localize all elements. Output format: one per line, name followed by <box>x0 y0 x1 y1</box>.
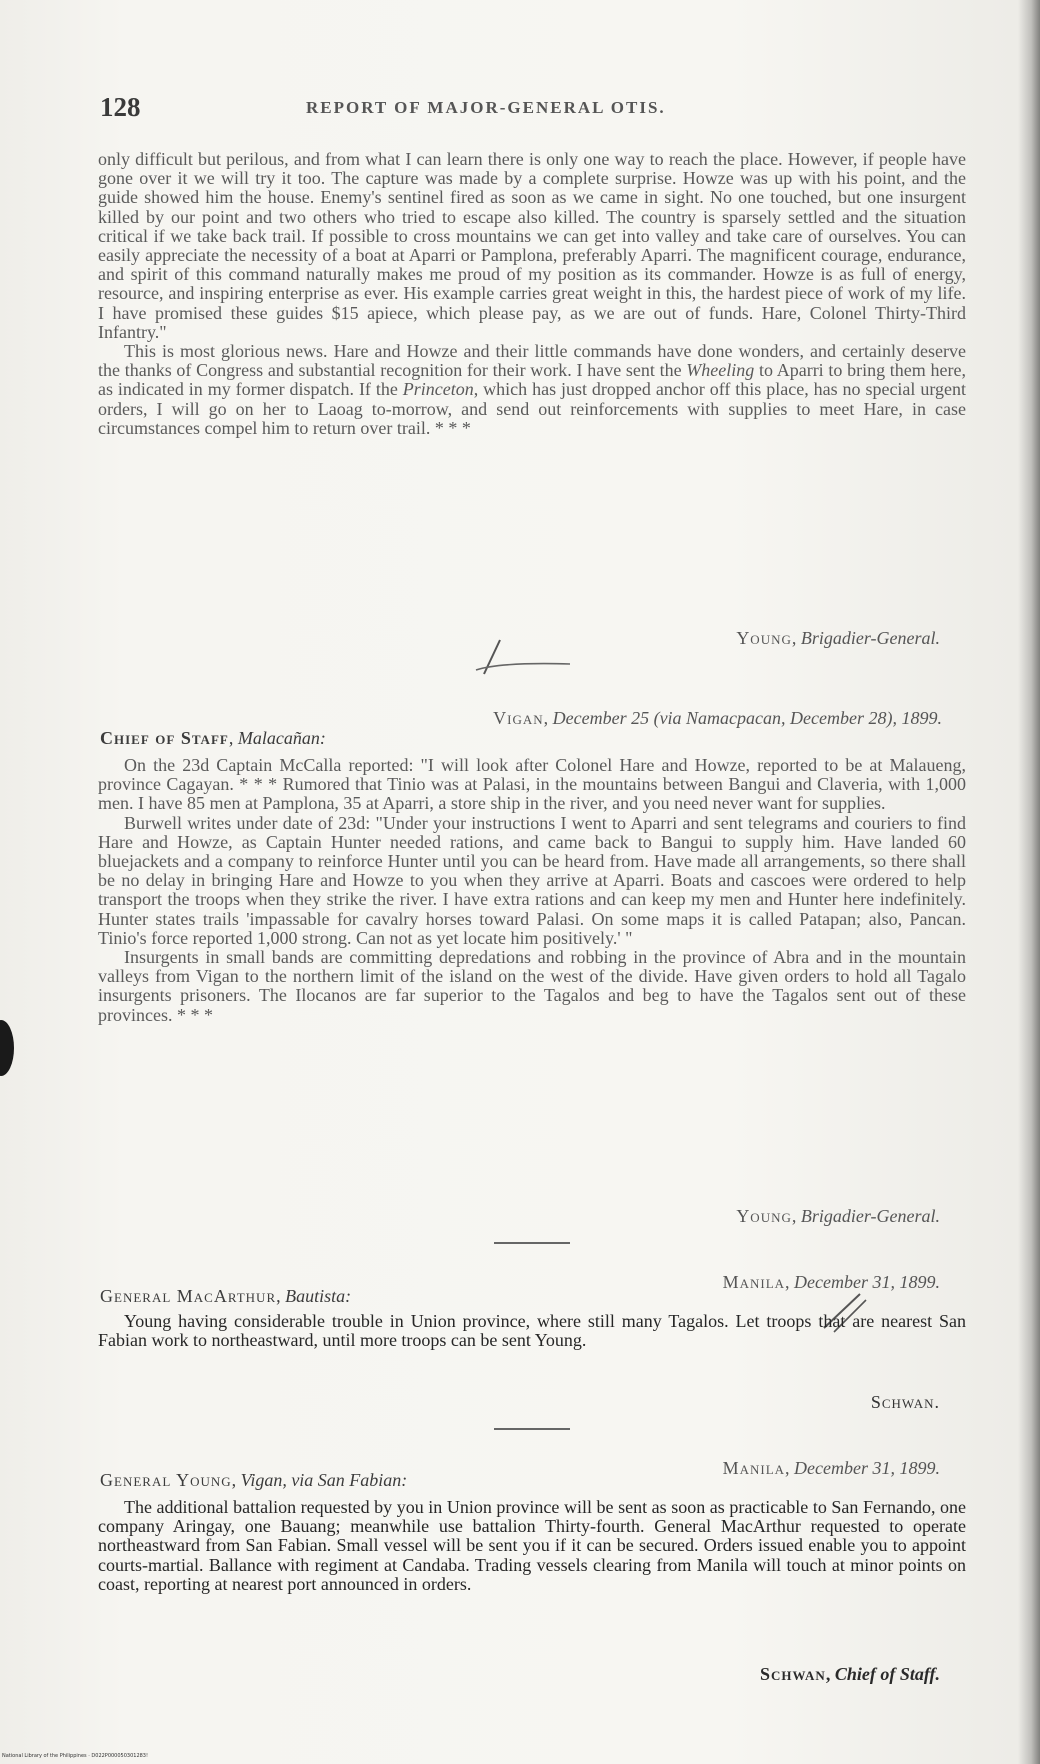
block4-body <box>98 1498 966 1594</box>
running-title: REPORT OF MAJOR-GENERAL OTIS. <box>306 98 666 117</box>
dateline-date: December 31, 1899. <box>794 1272 940 1292</box>
block1-signature: Young, Brigadier-General. <box>736 628 940 648</box>
block2-addressee: Chief of Staff, Malacañan: <box>100 728 326 748</box>
block3-signature <box>760 1392 940 1413</box>
block1-paragraph2-part-b: to Aparri to bring them here, as indicated in my former dispatch. If the <box>98 360 966 400</box>
pencil-mark-icon <box>470 634 580 680</box>
block4-signature: Schwan, Chief of Staff. <box>759 1664 940 1684</box>
page-header <box>100 92 960 128</box>
page-number: 128 <box>100 92 141 122</box>
addressee-name: General MacArthur <box>100 1286 277 1306</box>
dateline-place: Manila <box>722 1458 786 1478</box>
dateline-place: Vigan <box>493 708 544 728</box>
block3-addressee: General MacArthur, Bautista: <box>100 1286 352 1306</box>
section-divider <box>494 1428 570 1430</box>
ship-name-princeton: Princeton <box>402 379 474 400</box>
page-edge-shadow <box>1018 0 1040 1764</box>
binding-hole <box>0 1020 14 1076</box>
block2-paragraph2: Burwell writes under date of 23d: "Under your instructions I went to Aparri and sent telegrams and couriers to find Hare and Howze, as Captain Hunter needed rations, and came back to Bangui to supply him. Have landed 60 bluejackets and a company to reinforce Hunter until you can be heard from. Have made all arrangements, so there shall be no delay in bringing Hare and Howze to you when they arrive at Aparri. Boats and cascoes were ordered to help transport the troops when they strike the river. I have extra rations and can keep my men and Hunter here indefinitely. Hunter states trails 'impassable for cavalry horses toward Palasi. On some maps it is called Patapan; also, Pancan. Tinio's force reported 1,000 strong. Can not as yet locate him positively.' " <box>98 812 966 948</box>
section-divider <box>494 1242 570 1244</box>
signature-title: Chief of Staff. <box>834 1664 940 1684</box>
block4-addressee: General Young, Vigan, via San Fabian: <box>100 1470 408 1490</box>
block2-signature: Young, Brigadier-General. <box>736 1206 940 1226</box>
block3-paragraph1: Young having considerable trouble in Union province, where still many Tagalos. Let troops that are nearest San Fabian work to northeastward, until more troops can be sent Young. <box>98 1311 966 1351</box>
signature-name: Young <box>736 628 792 648</box>
addressee-name: Chief of Staff <box>100 728 229 748</box>
block2-paragraph3: Insurgents in small bands are committing depredations and robbing in the province of Abra and in the mountain valleys from Vigan to the northern limit of the island on the west of the divide. Have given orders to hold all Tagalo insurgents prisoners. The Ilocanos are far superior to the Tagalos and beg to have the Tagalos sent out of these provinces. * * * <box>98 947 966 1025</box>
signature-name: Schwan <box>759 1664 826 1684</box>
block3-body <box>98 1312 966 1350</box>
signature-title: Brigadier-General. <box>800 628 940 648</box>
addressee-name: General Young <box>100 1470 232 1490</box>
signature-title: Brigadier-General. <box>800 1206 940 1226</box>
signature-name: Schwan. <box>870 1392 940 1412</box>
addressee-place: Malacañan: <box>237 728 326 748</box>
block1-paragraph2-part-c: , which has just dropped anchor off this place, has no special urgent orders, I will go on her to Laoag to-morrow, and send out reinforcements with supplies to meet Hare, in case circumstances compel him to return over trail. * * * <box>98 379 966 438</box>
block2-body <box>98 756 966 1025</box>
block2-dateline: Vigan, December 25 (via Namacpacan, December 28), 1899. <box>493 708 942 728</box>
addressee-place: Bautista: <box>285 1286 352 1306</box>
signature-name: Young <box>736 1206 792 1226</box>
block1-paragraph2-part-a: This is most glorious news. Hare and Howze and their little commands have done wonders, and certainly deserve the thanks of Congress and substantial recognition for their work. I have sent the <box>98 341 966 381</box>
addressee-place: Vigan, via San Fabian: <box>240 1470 408 1490</box>
dateline-date: December 31, 1899. <box>794 1458 940 1478</box>
block1-paragraph1: only difficult but perilous, and from what I can learn there is only one way to reach the place. However, if people have gone over it we will try it too. The capture was made by a complete surprise. Howze was up with his point, and the guide showed him the house. Enemy's sentinel fired as soon as we came in sight. No one touched, but one insurgent killed by our point and two others who tried to escape also killed. The country is sparsely settled and the situation critical if we take back trail. If possible to cross mountains we can get into valley and take care of ourselves. You can easily appreciate the necessity of a boat at Aparri or Pamplona, preferably Aparri. The magnificent courage, endurance, and spirit of this command naturally makes me proud of my position as its commander. Howze is as full of energy, resource, and inspiring enterprise as ever. His example carries great weight in this, the hardest piece of work of my life. I have promised these guides $15 apiece, which please pay, as we are out of funds. Hare, Colonel Thirty-Third Infantry." <box>98 149 966 342</box>
dateline-date: December 25 (via Namacpacan, December 28), 1899. <box>552 708 942 728</box>
scan-credit: National Library of the Philippines · D022P000050301283! <box>2 1753 148 1759</box>
block4-dateline: Manila, December 31, 1899. <box>722 1458 940 1478</box>
block3-dateline: Manila, December 31, 1899. <box>722 1272 940 1292</box>
block4-paragraph1: The additional battalion requested by you in Union province will be sent as soon as practicable to San Fernando, one company Aringay, one Bauang; meanwhile use battalion Thirty-fourth. General MacArthur requested to operate northeastward from San Fabian. Small vessel will be sent you if it can be secured. Orders issued enable you to appoint courts-martial. Ballance with regiment at Candaba. Trading vessels clearing from Manila will touch at minor points on coast, reporting at nearest port announced in orders. <box>98 1497 966 1594</box>
ship-name-wheeling: Wheeling <box>686 360 755 381</box>
dateline-place: Manila <box>722 1272 786 1292</box>
block2-paragraph1: On the 23d Captain McCalla reported: "I will look after Colonel Hare and Howze, reported to be at Malaueng, province Cagayan. * * * Rumored that Tinio was at Palasi, in the mountains between Bangui and Claveria, with 1,000 men. I have 85 men at Pamplona, 35 at Aparri, a store ship in the river, and you need never want for supplies. <box>98 755 966 814</box>
block1-body <box>98 150 966 438</box>
block1-paragraph2 <box>98 342 966 438</box>
